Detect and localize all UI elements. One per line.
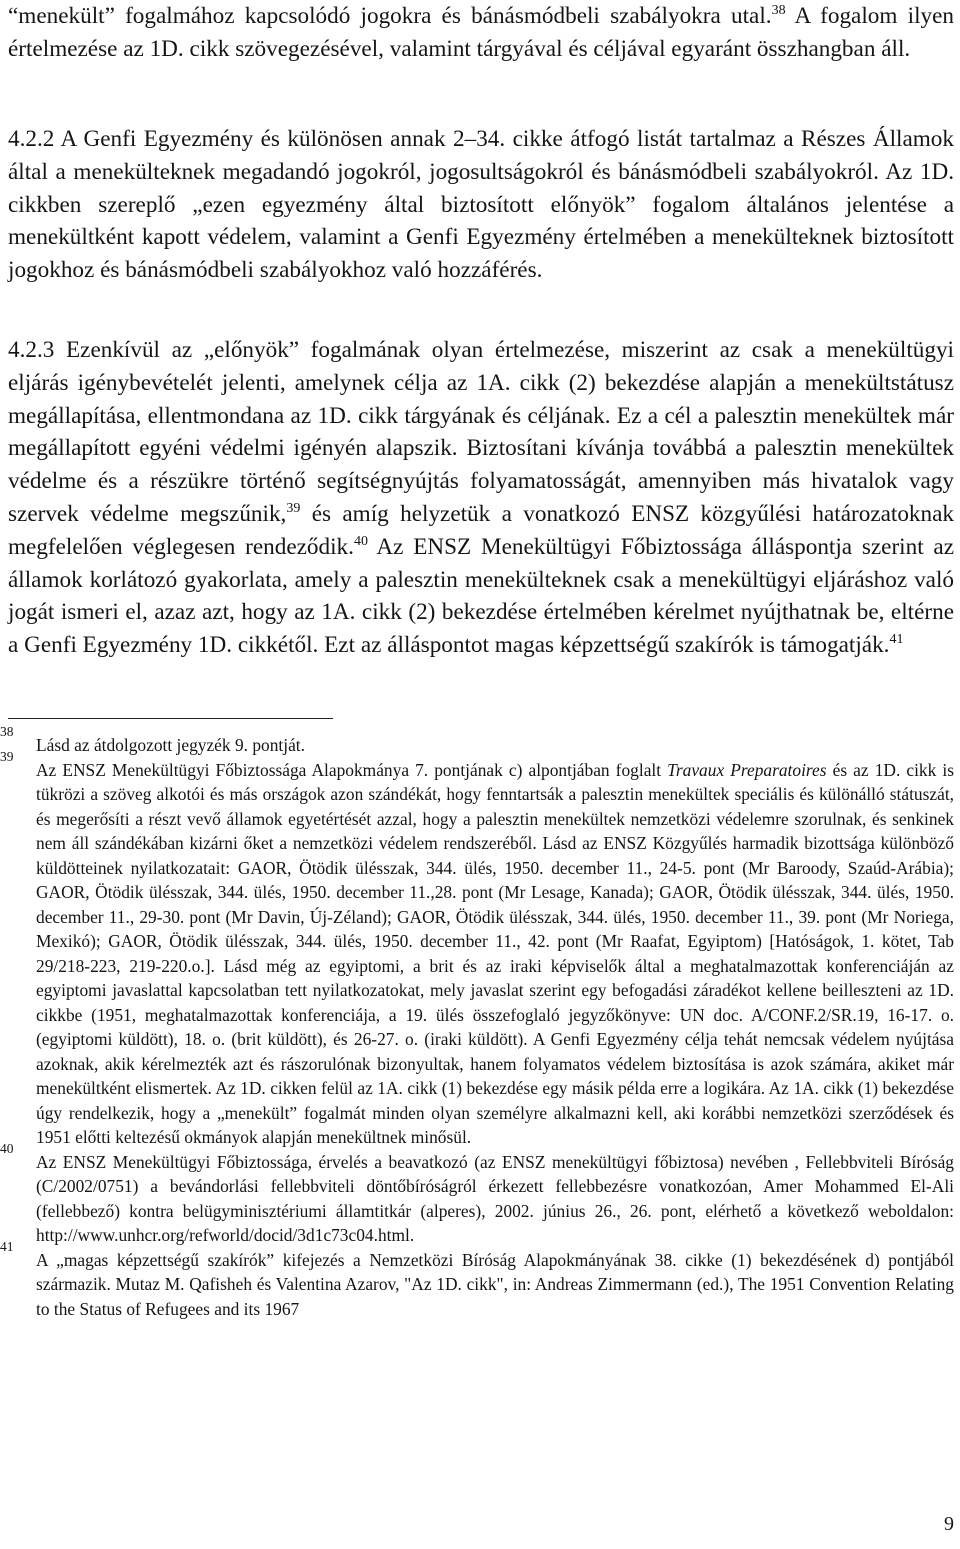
footnote-number: 40 [0,1140,14,1156]
text-run: Az ENSZ Menekültügyi Főbiztossága Alapokmánya 7. pontjának c) alpontjában foglalt [36,759,668,780]
footnote-ref: 40 [353,533,368,549]
text-run: és amíg helyzetük a vonatkozó ENSZ közgyűlési határozatoknak megfelelően véglegesen rendeződik. [8,500,955,560]
text-run: 4.2.2 A Genfi Egyezmény és különösen annak 2–34. cikke átfogó listát tartalmaz a Részes Államok által a menekülteknek megadandó jogokról, jogosultságokról és bánásmódbeli szabályokról. Az 1D. cikkben szereplő „ezen egyezmény által biztosított előnyök” fogalom általános jelentése a menekültként kapott védelem, valamint a Genfi Egyezmény értelmében a menekülteknek biztosított jogokhoz és bánásmódbeli szabályokhoz való hozzáférés. [8,126,954,284]
page-number: 9 [944,1513,954,1535]
paragraph-4-2-2 [8,123,954,287]
footnote-separator [8,718,333,719]
footnote-text [36,735,305,755]
footnote-41 [0,1238,954,1322]
footnote-ref: 41 [889,632,904,648]
footnote-text [36,1250,954,1319]
paragraph-continuation [8,0,954,66]
footnote-text [36,760,954,1148]
footnote-text [36,1152,954,1246]
text-run: A fogalom ilyen értelmezése az 1D. cikk szövegezésével, valamint tárgyával és céljával egyaránt összhangban áll. [8,3,954,62]
footnote-ref: 38 [771,3,786,18]
text-run: Az ENSZ Menekültügyi Főbiztossága, érvelés a beavatkozó (az ENSZ menekültügyi főbiztosa) nevében , Fellebbviteli Bíróság (C/2002/0751) a bevándorlási fellebbviteli döntőbíróságról érkezett fellebbezésre vonatkozóan, Amer Mohammed El-Ali (fellebbező) kontra belügyminisztériumi államtitkár (alperes), 2002. június 26., 26. pont, elérhető a következő weboldalon: http://www.unhcr.org/refworld/docid/3d1c73c04.html. [36,1151,954,1245]
text-run: Lásd az átdolgozott jegyzék 9. pontját. [36,735,305,755]
text-run: 4.2.3 Ezenkívül az „előnyök” fogalmának olyan értelmezése, miszerint az csak a menekültügyi eljárás igénybevételét jelenti, amelynek célja az 1A. cikk (2) bekezdése alapján a menekültstátusz megállapítása, ellentmondana az 1D. cikk tárgyának és céljának. Ez a cél a palesztin menekültek már megállapított egyéni védelmi igényén alapszik. Biztosítani kívánja továbbá a palesztin menekültek védelme és a részükre történő segítségnyújtás folyamatosságát, amennyiben más hivatalok vagy szervek védelme megszűnik, [8,337,954,527]
footnote-number: 39 [0,748,14,764]
footnote-ref: 39 [286,500,301,516]
footnotes [0,724,954,1321]
footnote-number: 38 [0,724,14,739]
italic-text: Travaux Preparatoires [667,759,827,780]
text-run: és az 1D. cikk is tükrözi a szöveg alkotói és más országok azon szándékát, hogy fenntartsák a palesztin menekültek speciális és különálló státuszát, és megerősíti a részt vevő államok egyetértését azzal, hogy a palesztin menekültek nemzetközi védelemre szorulnak, és senkinek nem áll szándékában kizárni őket a nemzetközi védelem rendszeréből. Lásd az ENSZ Közgyűlés harmadik bizottsága különböző küldötteinek nyilatkozatait: GAOR, Ötödik ülésszak, 344. ülés, 1950. december 11., 24-5. pont (Mr Baroody, Szaúd-Arábia); GAOR, Ötödik ülésszak, 344. ülés, 1950. december 11.,28. pont (Mr Lesage, Kanada); GAOR, Ötödik ülésszak, 344. ülés, 1950. december 11., 29-30. pont (Mr Davin, Új-Zéland); GAOR, Ötödik ülésszak, 344. ülés, 1950. december 11., 39. pont (Mr Noriega, Mexikó); GAOR, Ötödik ülésszak, 344. ülés, 1950. december 11., 42. pont (Mr Raafat, Egyiptom) [Hatóságok, 1. kötet, Tab 29/218-223, 219-220.o.]. Lásd még az egyiptomi, a brit és az iraki képviselők által a meghatalmazottak konferenciáján az egyiptomi javaslattal kapcsolatban tett nyilatkozatokat, mely javaslat szerint egy befogadási záradékot kellene beilleszteni az 1D. cikkbe (1951, meghatalmazottak konferenciája, a 19. ülés összefoglaló jegyzőkönyve: UN doc. A/CONF.2/SR.19, 16-17. o. (egyiptomi küldött), 18. o. (brit küldött), és 26-27. o. (iraki küldött). A Genfi Egyezmény célja tehát nemcsak védelem nyújtása azoknak, akik kérelmezték azt és rászorulónak bizonyultak, hanem folyamatos védelem biztosítása is azok számára, akiket már menekültként elismertek. Az 1D. cikken felül az 1A. cikk (1) bekezdése egy másik példa erre a logikára. Az 1A. cikk (1) bekezdése úgy rendelkezik, hogy a „menekült” fogalmát minden olyan személyre alkalmazni kell, aki korábbi nemzetközi szerződések és 1951 előtti keltezésű okmányok alapján menekültnek minősül. [36,759,954,1147]
paragraph-4-2-3 [8,334,954,662]
text-run: “menekült” fogalmához kapcsolódó jogokra és bánásmódbeli szabályokra utal. [8,3,772,29]
text-run: A „magas képzettségű szakírók” kifejezés a Nemzetközi Bíróság Alapokmányának 38. cikke (1) bekezdésének d) pontjából származik. Mutaz M. Qafisheh és Valentina Azarov, "Az 1D. cikk", in: Andreas Zimmermann (ed.), The 1951 Convention Relating to the Status of Refugees and its 1967 [36,1249,954,1319]
text-run: Az ENSZ Menekültügyi Főbiztossága álláspontja szerint az államok korlátozó gyakorlata, amely a palesztin menekülteknek csak a menekültügyi eljáráshoz való jogát ismeri el, azaz azt, hogy az 1A. cikk (2) bekezdése értelmében kérelmet nyújthatnak be, eltérne a Genfi Egyezmény 1D. cikkétől. Ezt az álláspontot magas képzettségű szakírók is támogatják. [8,533,955,659]
footnote-number: 41 [0,1238,14,1254]
